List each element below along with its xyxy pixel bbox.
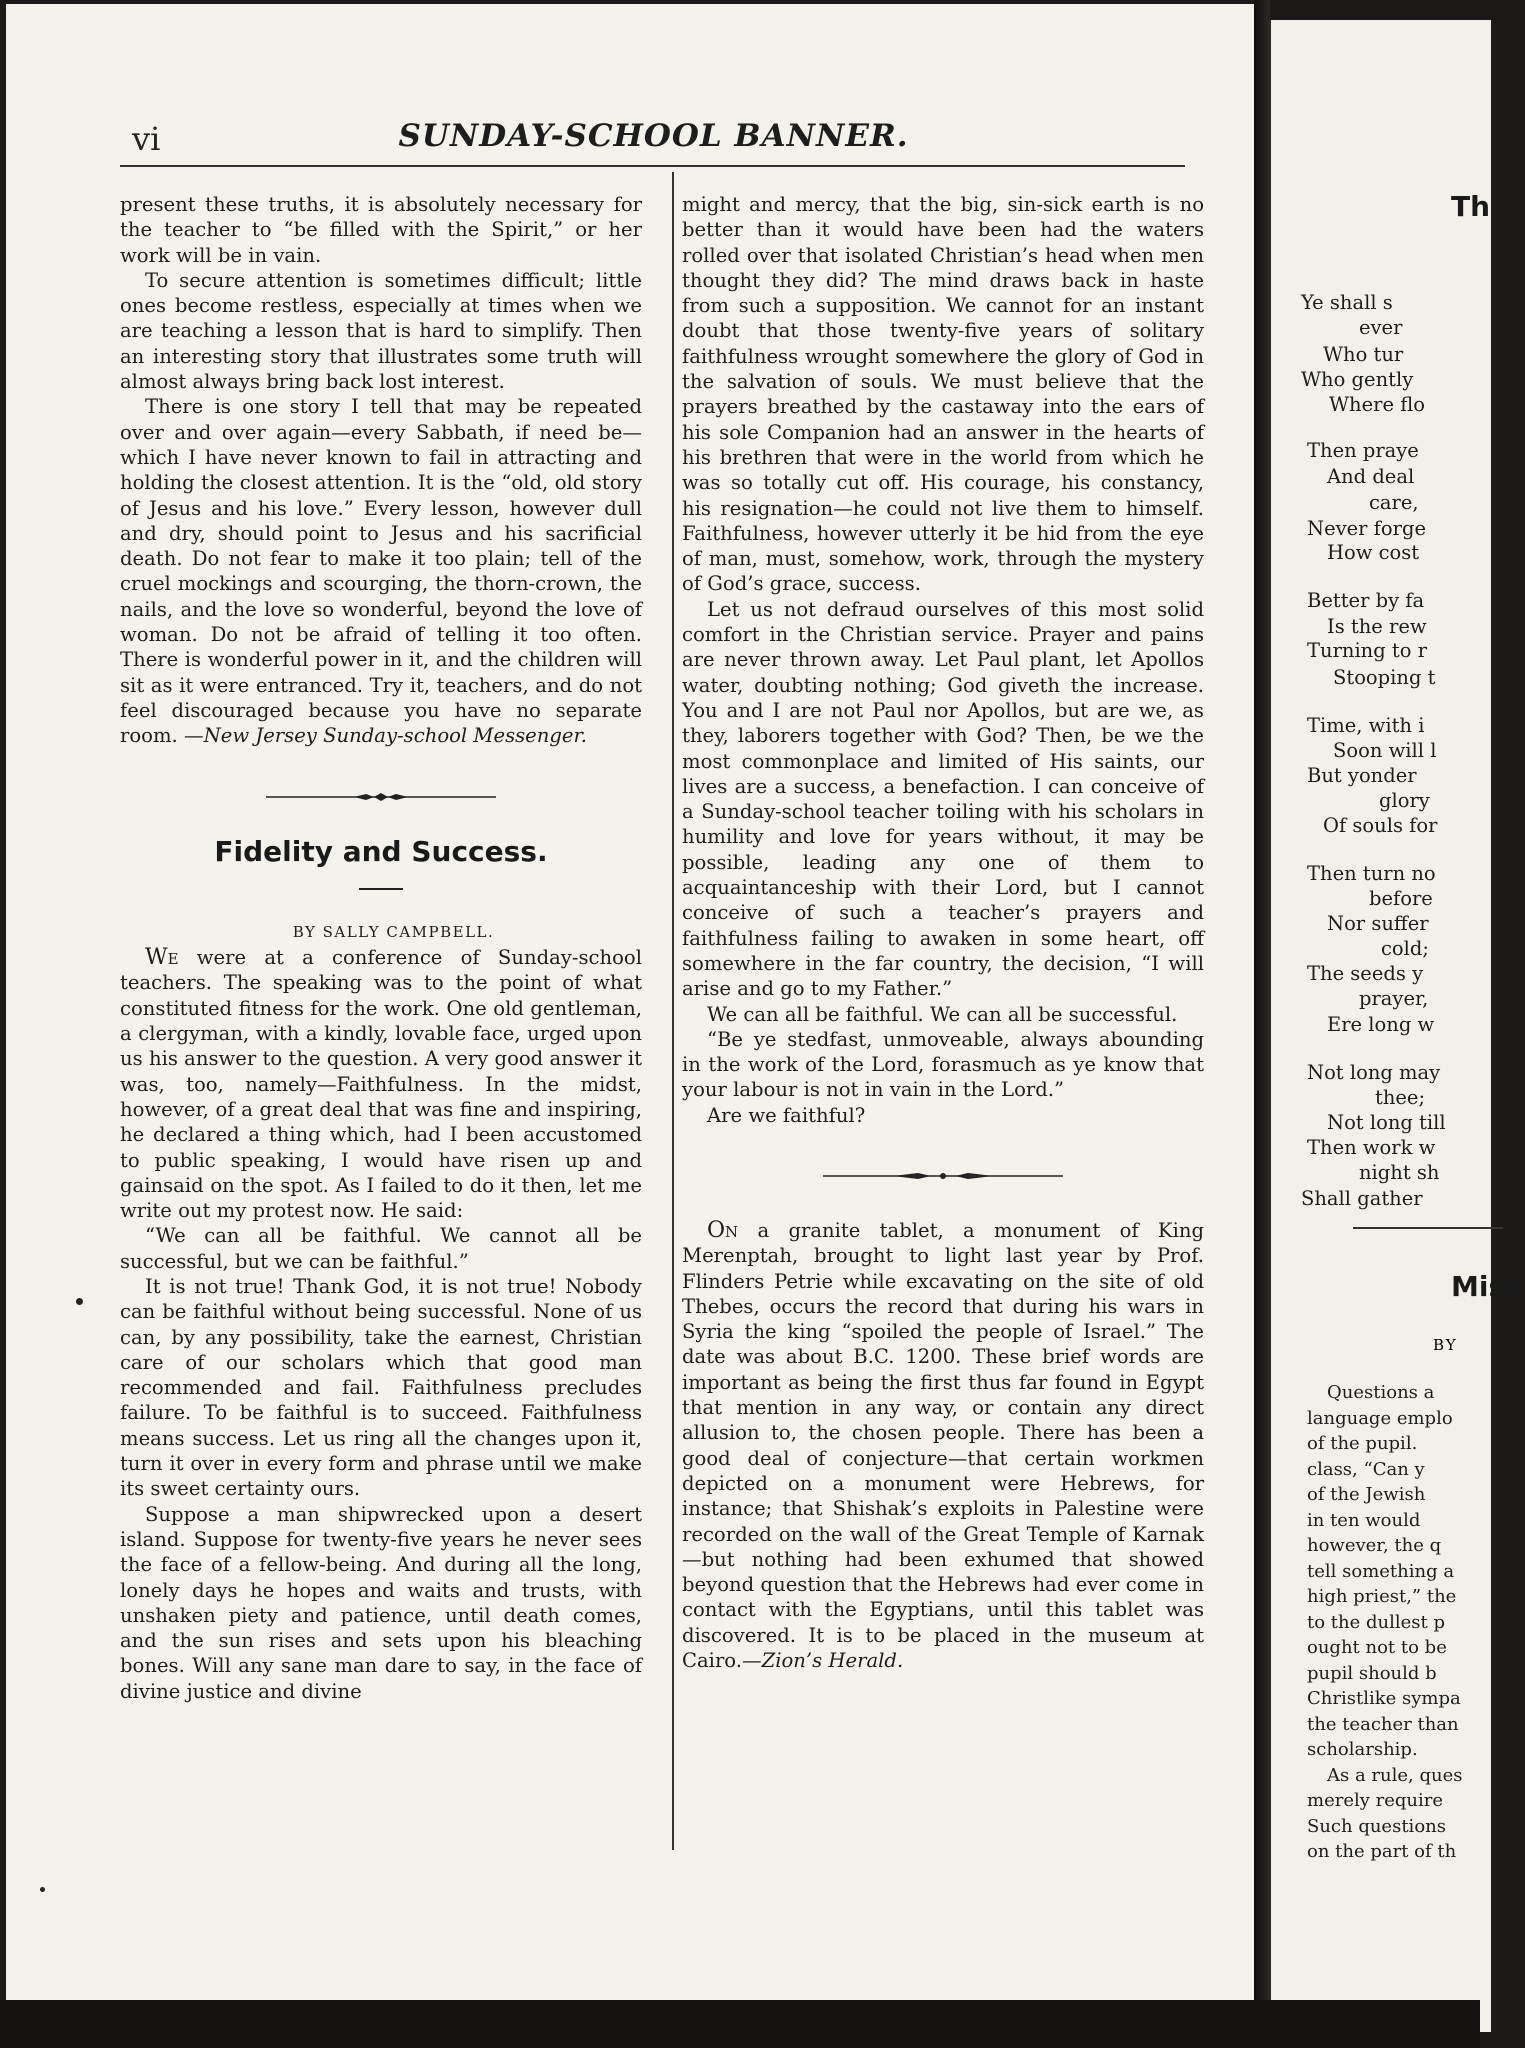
poem-line: Of souls for — [1323, 814, 1438, 837]
prose-line: high priest,” the — [1307, 1586, 1457, 1607]
ornament-divider — [266, 791, 496, 803]
paragraph-text: were at a conference of Sunday-school teachers. The speaking was to the point of what constituted fitness for the work. One old gentleman, a clergyman, with a kindly, lovable face, urged upon us his answer to the question. A very good answer it was, too, namely—Faithfulness. In the midst, however, of a great deal that was fine and inspiring, he declared a thing which, had I been accustomed to public speaking, I would have risen up and gainsaid on the spot. As I failed to do it then, let me write out my protest now. He said: — [120, 946, 642, 1223]
prose-line: Such questions — [1307, 1815, 1446, 1837]
print-speck — [40, 1887, 45, 1892]
page-header-title: SUNDAY-SCHOOL BANNER. — [398, 118, 909, 154]
section-rule — [1353, 1227, 1503, 1229]
poem-line: thee; — [1375, 1086, 1426, 1109]
paragraph: might and mercy, that the big, sin-sick earth is no better than it would have been had the waters rolled over that isolated Christian’s head when men thought they did? The mind draws back in haste from such a supposition. We cannot for an instant doubt that those twenty-five years of solitary faithfulness wrought somewhere the glory of God in the salvation of souls. We must believe that the prayers breathed by the castaway into the ears of his sole Companion had an answer in the hearts of his brethren that were in the world from which he was so totally cut off. His courage, his constancy, his resignation—he could not live them to himself. Faithfulness, however utterly it be hid from the eye of man, must, somehow, work, through the mystery of God’s grace, success. — [682, 193, 1204, 596]
poem-line: Then praye — [1307, 439, 1419, 462]
paragraph: It is not true! Thank God, it is not true! Nobody can be faithful without being successful. None of us can, by any possibility, take the earnest, Christian care of our scholars which that good man recommended and fail. Faithfulness precludes failure. To be faithful is to succeed. Faithfulness means success. Let us ring all the changes upon it, turn it over in every form and phrase until we make its sweet certainty ours. — [120, 1274, 642, 1501]
paragraph: To secure attention is sometimes difficult; little ones become restless, especially at times when we are teaching a lesson that is hard to simplify. Then an interesting story that illustrates some truth will almost always bring back lost interest. — [120, 268, 642, 394]
prose-line: tell something a — [1307, 1560, 1455, 1582]
paragraph: Let us not defraud ourselves of this most solid comfort in the Christian service. Prayer and pains are never thrown away. Let Paul plant, let Apollos water, doubting nothing; God giveth the increase. You and I are not Paul nor Apollos, but are we, as they, laborers together with God? Then, be we the most commonplace and limited of His saints, our lives are a success, a benefaction. I can conceive of a Sunday-school teacher toiling with his scholars in humility and love for years without, it may be possible, leading any one of them to acquaintanceship with their Lord, but I cannot conceive of such a teacher’s prayers and faithfulness failing to awaken in some heart, off somewhere in the far country, the decision, “I will arise and go to my Father.” — [682, 597, 1204, 1001]
poem-line: Then work w — [1307, 1136, 1436, 1159]
poem-line: Ye shall s — [1301, 291, 1393, 314]
poem-line: Who gently — [1301, 368, 1414, 391]
column-right — [682, 192, 1204, 1673]
column-rule — [672, 172, 674, 1850]
column-left — [120, 192, 642, 1704]
print-speck — [76, 1298, 83, 1305]
prose-line: Questions a — [1327, 1382, 1435, 1403]
paragraph-text: a granite tablet, a monument of King Merenptah, brought to light last year by Prof. Flinders Petrie while excavating on the site of old Thebes, occurs the record that during his wars in Syria the king “spoiled the people of Israel.” The date was about B.C. 1200. These brief words are important as being the first thus far found in Egypt that mention in any way, or contain any direct allusion to, the chosen people. There has been a good deal of conjecture—that certain workmen depicted on a monument were Hebrews, for instance; that Shishak’s exploits in Palestine were recorded on the wall of the Great Temple of Karnak—but nothing had been exhumed that showed beyond question that the Hebrews had ever come in contact with the Egyptians, until this tablet was discovered. It is to be placed in the museum at Cairo.— — [682, 1218, 1204, 1673]
paragraph — [682, 1218, 1204, 1673]
prose-line: merely require — [1307, 1790, 1444, 1811]
ornament-divider — [823, 1170, 1063, 1182]
poem-line: Stooping t — [1333, 666, 1436, 689]
poem-line: Is the rew — [1327, 615, 1427, 638]
poem-line: Soon will l — [1333, 739, 1437, 762]
poem-title-fragment: Th — [1451, 190, 1491, 223]
prose-line: Christlike sympa — [1307, 1688, 1461, 1709]
poem-line: Shall gather — [1301, 1187, 1423, 1210]
paragraph — [120, 945, 642, 1223]
poem-line: Not long till — [1327, 1111, 1446, 1134]
poem-line: Time, with i — [1307, 714, 1425, 737]
right-page — [1268, 20, 1525, 2032]
paragraph: Suppose a man shipwrecked upon a desert island. Suppose for twenty-five years he never sees the face of a fellow-being. And during all the long, lonely days he hopes and waits and trusts, with unshaken piety and patience, until death comes, and the sun rises and sets upon his bleaching bones. Will any sane man dare to say, in the face of divine justice and divine — [120, 1502, 642, 1703]
poem-line: care, — [1369, 491, 1419, 514]
source-citation: Zion’s Herald. — [761, 1649, 904, 1673]
prose-line: of the pupil. — [1307, 1433, 1418, 1454]
poem-line: ever — [1359, 316, 1403, 339]
title-rule — [359, 888, 403, 890]
paragraph-text: There is one story I tell that may be repeated over and over again—every Sabbath, if need be—which I have never known to fail in attracting and holding the closest attention. It is the “old, old story of Jesus and his love.” Every lesson, however dull and dry, should point to Jesus and his sacrificial death. Do not fear to make it too plain; tell of the cruel mockings and scourging, the thorn-crown, the nails, and the love so wonderful, beyond the love of woman. Do not be afraid of telling it too often. There is wonderful power in it, and the children will sit as it were entranced. Try it, teachers, and do not feel discouraged because you have no separate room. — — [120, 395, 642, 748]
prose-line: of the Jewish — [1307, 1484, 1426, 1505]
prose-line: scholarship. — [1307, 1739, 1418, 1760]
header-rule — [120, 165, 1185, 167]
article-title-fragment: Misu — [1451, 1270, 1525, 1303]
prose-line: to the dullest p — [1307, 1611, 1445, 1633]
poem-line: night sh — [1359, 1161, 1440, 1184]
byline: BY SALLY CAMPBELL. — [292, 922, 495, 941]
lead-word: On — [707, 1217, 739, 1243]
poem-line: cold; — [1381, 937, 1429, 960]
poem-line: Better by fa — [1307, 589, 1425, 612]
prose-line: in ten would — [1307, 1509, 1421, 1531]
page-number: vi — [132, 120, 161, 158]
prose-line: on the part of th — [1307, 1841, 1457, 1862]
scripture-quote: “Be ye stedfast, unmoveable, always abounding in the work of the Lord, forasmuch as ye know that your labour is not in vain in the Lord.” — [682, 1027, 1204, 1102]
prose-line: As a rule, ques — [1327, 1764, 1463, 1786]
prose-line: language emplo — [1307, 1407, 1453, 1429]
poem-line: Turning to r — [1307, 639, 1428, 662]
poem-line: Ere long w — [1327, 1013, 1435, 1036]
poem-line: Where flo — [1329, 393, 1425, 416]
byline-fragment: BY — [1433, 1336, 1458, 1354]
paragraph: We can all be faithful. We can all be successful. — [707, 1002, 1178, 1026]
source-citation: New Jersey Sunday-school Messenger. — [203, 724, 587, 748]
poem-line: How cost — [1327, 541, 1420, 564]
poem-line: Not long may — [1307, 1061, 1441, 1084]
poem-line: But yonder — [1307, 764, 1417, 787]
running-head — [126, 118, 1181, 158]
prose-line: however, the q — [1307, 1535, 1442, 1556]
scan-border — [0, 2000, 1480, 2048]
poem-line: Then turn no — [1307, 862, 1436, 885]
paragraph: present these truths, it is absolutely necessary for the teacher to “be filled with the Spirit,” or her work will be in vain. — [120, 193, 642, 267]
poem-line: Nor suffer — [1327, 912, 1429, 935]
poem-line: before — [1369, 887, 1433, 910]
poem-line: And deal — [1327, 465, 1415, 488]
poem-line: glory — [1379, 789, 1430, 812]
poem-line: Never forge — [1307, 517, 1426, 540]
prose-line: class, “Can y — [1307, 1458, 1425, 1480]
paragraph: Are we faithful? — [707, 1103, 866, 1127]
article-title: Fidelity and Success. — [214, 834, 548, 868]
paragraph — [120, 394, 642, 748]
prose-line: pupil should b — [1307, 1662, 1437, 1684]
prose-line: the teacher than — [1307, 1713, 1459, 1735]
poem-line: Who tur — [1323, 343, 1404, 366]
poem-line: The seeds y — [1307, 962, 1424, 985]
lead-word: We — [145, 945, 179, 971]
poem-line: prayer, — [1359, 987, 1429, 1010]
prose-line: ought not to be — [1307, 1637, 1447, 1658]
quotation: “We can all be faithful. We cannot all be successful, but we can be faithful.” — [120, 1224, 642, 1273]
